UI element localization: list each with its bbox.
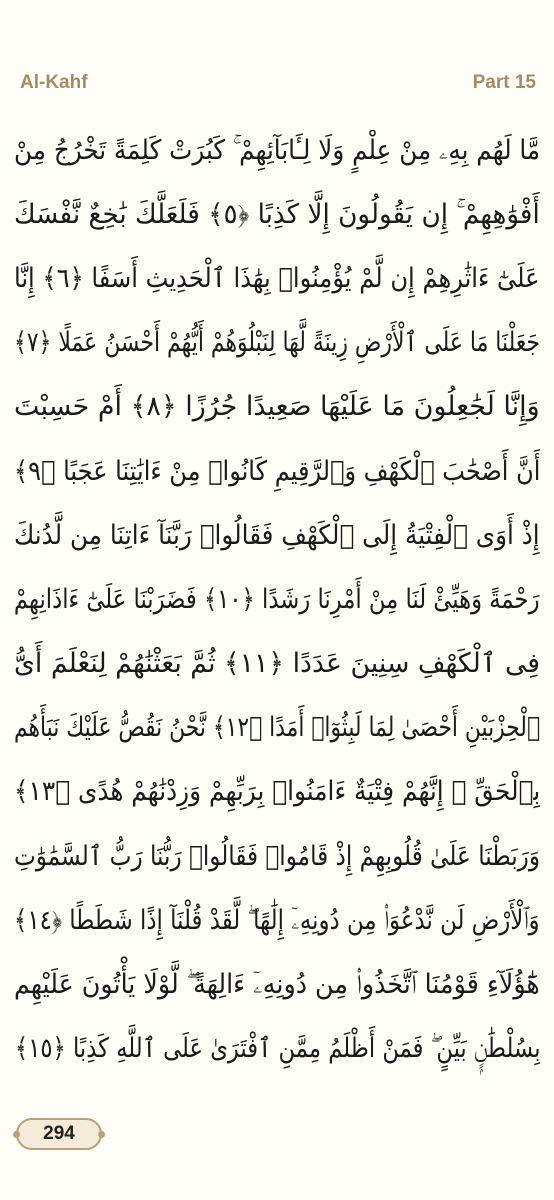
text-line-content: جَعَلْنَا مَا عَلَى ٱلْأَرْضِ زِينَةً لَّهَا لِنَبْلُوَهُمْ أَيُّهُمْ أَحْسَنُ عَمَلًا ﴿٧﴾ — [14, 327, 540, 359]
text-line-content: وَٱلْأَرْضِ لَن نَّدْعُوَا۟ مِن دُونِهِۦٓ إِلَٰهًا ۖ لَّقَدْ قُلْنَآ إِذًا شَطَطًا ﴿١٤﴾ — [14, 904, 540, 936]
text-line — [14, 246, 540, 310]
text-line-content: وَإِنَّا لَجَٰعِلُونَ مَا عَلَيْهَا صَعِيدًا جُرُزًا ﴿٨﴾ أَمْ حَسِبْتَ — [14, 391, 540, 423]
text-line-content: عَلَىٰٓ ءَاثَٰرِهِمْ إِن لَّمْ يُؤْمِنُوا۟ بِهَٰذَا ٱلْحَدِيثِ أَسَفًا ﴿٦﴾ إِنَّا — [14, 262, 540, 294]
text-line — [14, 118, 540, 182]
text-line-content: هَٰٓؤُلَآءِ قَوْمُنَا ٱتَّخَذُوا۟ مِن دُونِهِۦٓ ءَالِهَةً ۖ لَّوْلَا يَأْتُونَ عَلَيْهِم — [14, 969, 540, 1001]
text-line-content: أَفْوَٰهِهِمْ ۚ إِن يَقُولُونَ إِلَّا كَذِبًا ﴿٥﴾ فَلَعَلَّكَ بَٰخِعٌ نَّفْسَكَ — [14, 198, 540, 230]
text-line-content: أَنَّ أَصْحَٰبَ ٱلْكَهْفِ وَٱلرَّقِيمِ كَانُوا۟ مِنْ ءَايَٰتِنَا عَجَبًا ﴿٩﴾ — [14, 455, 540, 487]
text-line-content: بِسُلْطَٰنٍۭ بَيِّنٍ ۖ فَمَنْ أَظْلَمُ مِمَّنِ ٱفْتَرَىٰ عَلَى ٱللَّهِ كَذِبًا ﴿١٥﴾ — [14, 1033, 540, 1065]
text-line-content: ٱلْحِزْبَيْنِ أَحْصَىٰ لِمَا لَبِثُوٓا۟ أَمَدًا ﴿١٢﴾ نَّحْنُ نَقُصُّ عَلَيْكَ نَبَأَهُم — [14, 712, 540, 744]
page-number: 294 — [43, 1123, 75, 1144]
text-line — [14, 824, 540, 888]
text-line — [14, 632, 540, 696]
text-line — [14, 375, 540, 439]
text-line — [14, 567, 540, 631]
text-line — [14, 888, 540, 952]
text-line-content: فِى ٱلْكَهْفِ سِنِينَ عَدَدًا ﴿١١﴾ ثُمَّ بَعَثْنَٰهُمْ لِنَعْلَمَ أَىُّ — [14, 648, 540, 680]
part-label: Part 15 — [472, 72, 536, 93]
surah-name: Al-Kahf — [20, 72, 88, 93]
text-line — [14, 696, 540, 760]
text-line — [14, 1017, 540, 1081]
page-number-badge — [16, 1118, 102, 1150]
text-line — [14, 182, 540, 246]
page-header — [0, 72, 554, 104]
text-line — [14, 311, 540, 375]
text-line — [14, 503, 540, 567]
text-line-content: مَّا لَهُم بِهِۦ مِنْ عِلْمٍ وَلَا لِـَٔابَآئِهِمْ ۚ كَبُرَتْ كَلِمَةً تَخْرُجُ مِنْ — [14, 134, 540, 166]
text-line-content: بِٱلْحَقِّ ۚ إِنَّهُمْ فِتْيَةٌ ءَامَنُوا۟ بِرَبِّهِمْ وَزِدْنَٰهُمْ هُدًى ﴿١٣﴾ — [14, 776, 540, 808]
text-line-content: إِذْ أَوَى ٱلْفِتْيَةُ إِلَى ٱلْكَهْفِ فَقَالُوا۟ رَبَّنَآ ءَاتِنَا مِن لَّدُنكَ — [14, 519, 540, 551]
text-line — [14, 952, 540, 1016]
text-line — [14, 439, 540, 503]
text-line-content: رَحْمَةً وَهَيِّئْ لَنَا مِنْ أَمْرِنَا رَشَدًا ﴿١٠﴾ فَضَرَبْنَا عَلَىٰٓ ءَاذَانِهِمْ — [14, 583, 540, 615]
quran-text-block — [14, 118, 540, 1081]
text-line — [14, 760, 540, 824]
text-line-content: وَرَبَطْنَا عَلَىٰ قُلُوبِهِمْ إِذْ قَامُوا۟ فَقَالُوا۟ رَبُّنَا رَبُّ ٱلسَّمَٰوَٰتِ — [14, 840, 540, 872]
